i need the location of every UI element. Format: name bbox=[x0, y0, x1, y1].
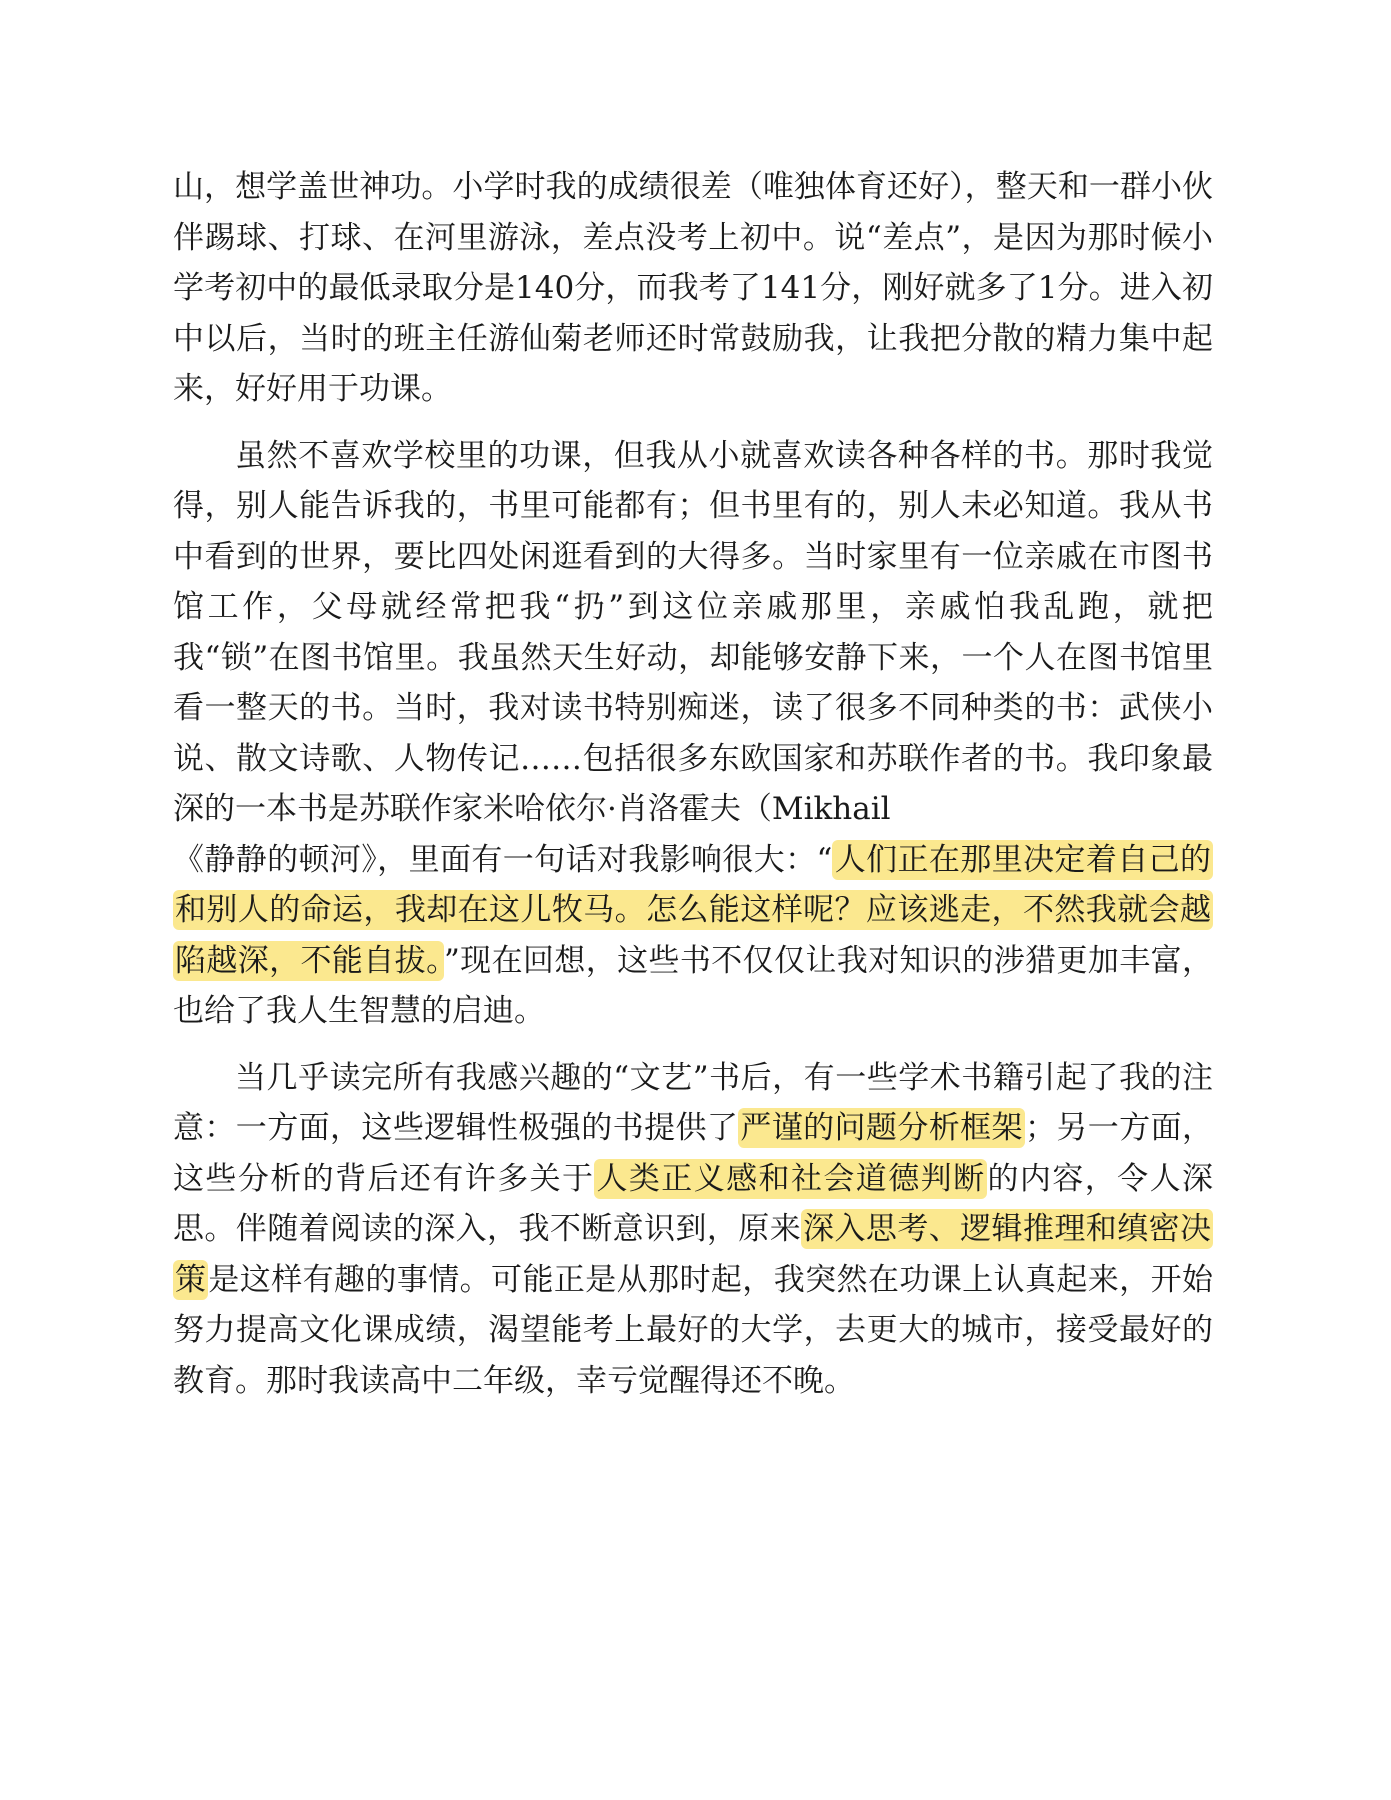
paragraph-text: 当几乎读完所有我感兴趣的“文艺”书后，有一些学术书籍引起了我的注意：一方面，这些逻辑性极强的书提供了 bbox=[173, 1059, 1213, 1146]
paragraph-1 bbox=[173, 162, 1213, 415]
paragraph-2 bbox=[173, 431, 1213, 1037]
body-text bbox=[173, 162, 1213, 1422]
highlighted-phrase: 深入思考、逻辑推理和缜密决策 bbox=[175, 1211, 1211, 1298]
paragraph-text: 的内容，令人深思。伴随着阅读的深入，我不断意识到，原来 bbox=[173, 1160, 1214, 1247]
highlighted-quote: 人们正在那里决定着自己的和别人的命运，我却在这儿牧马。怎么能这样呢？应该逃走，不然我就会越陷越深，不能自拔。 bbox=[175, 841, 1211, 979]
highlighted-phrase: 严谨的问题分析框架 bbox=[740, 1110, 1023, 1146]
paragraph-3 bbox=[173, 1053, 1213, 1407]
highlighted-phrase: 人类正义感和社会道德判断 bbox=[596, 1160, 986, 1197]
paragraph-text: 《静静的顿河》，里面有一句话对我影响很大：“ bbox=[173, 841, 833, 878]
paragraph-text: ”现在回想，这些书不仅仅让我对知识的涉猎更加丰富，也给了我人生智慧的启迪。 bbox=[173, 942, 1213, 1029]
paragraph-text: ；另一方面，这些分析的背后还有许多关于 bbox=[173, 1110, 1213, 1197]
paragraph-text: 山，想学盖世神功。小学时我的成绩很差（唯独体育还好），整天和一群小伙伴踢球、打球、在河里游泳，差点没考上初中。说“差点”，是因为那时候小学考初中的最低录取分是140分，而我考了141分，刚好就多了1分。进入初中以后，当时的班主任游仙菊老师还时常鼓励我，让我把分散的精力集中起来，好好用于功课。 bbox=[173, 169, 1213, 407]
paragraph-text: 是这样有趣的事情。可能正是从那时起，我突然在功课上认真起来，开始努力提高文化课成绩，渴望能考上最好的大学，去更大的城市，接受最好的教育。那时我读高中二年级，幸亏觉醒得还不晚。 bbox=[173, 1261, 1213, 1399]
paragraph-text: 虽然不喜欢学校里的功课，但我从小就喜欢读各种各样的书。那时我觉得，别人能告诉我的，书里可能都有；但书里有的，别人未必知道。我从书中看到的世界，要比四处闲逛看到的大得多。当时家里有一位亲戚在市图书馆工作，父母就经常把我“扔”到这位亲戚那里，亲戚怕我乱跑，就把我“锁”在图书馆里。我虽然天生好动，却能够安静下来，一个人在图书馆里看一整天的书。当时，我对读书特别痴迷，读了很多不同种类的书：武侠小说、散文诗歌、人物传记……包括很多东欧国家和苏联作者的书。我印象最深的一本书是苏联作家米哈依尔·肖洛霍夫（Mikhail bbox=[173, 437, 1213, 827]
